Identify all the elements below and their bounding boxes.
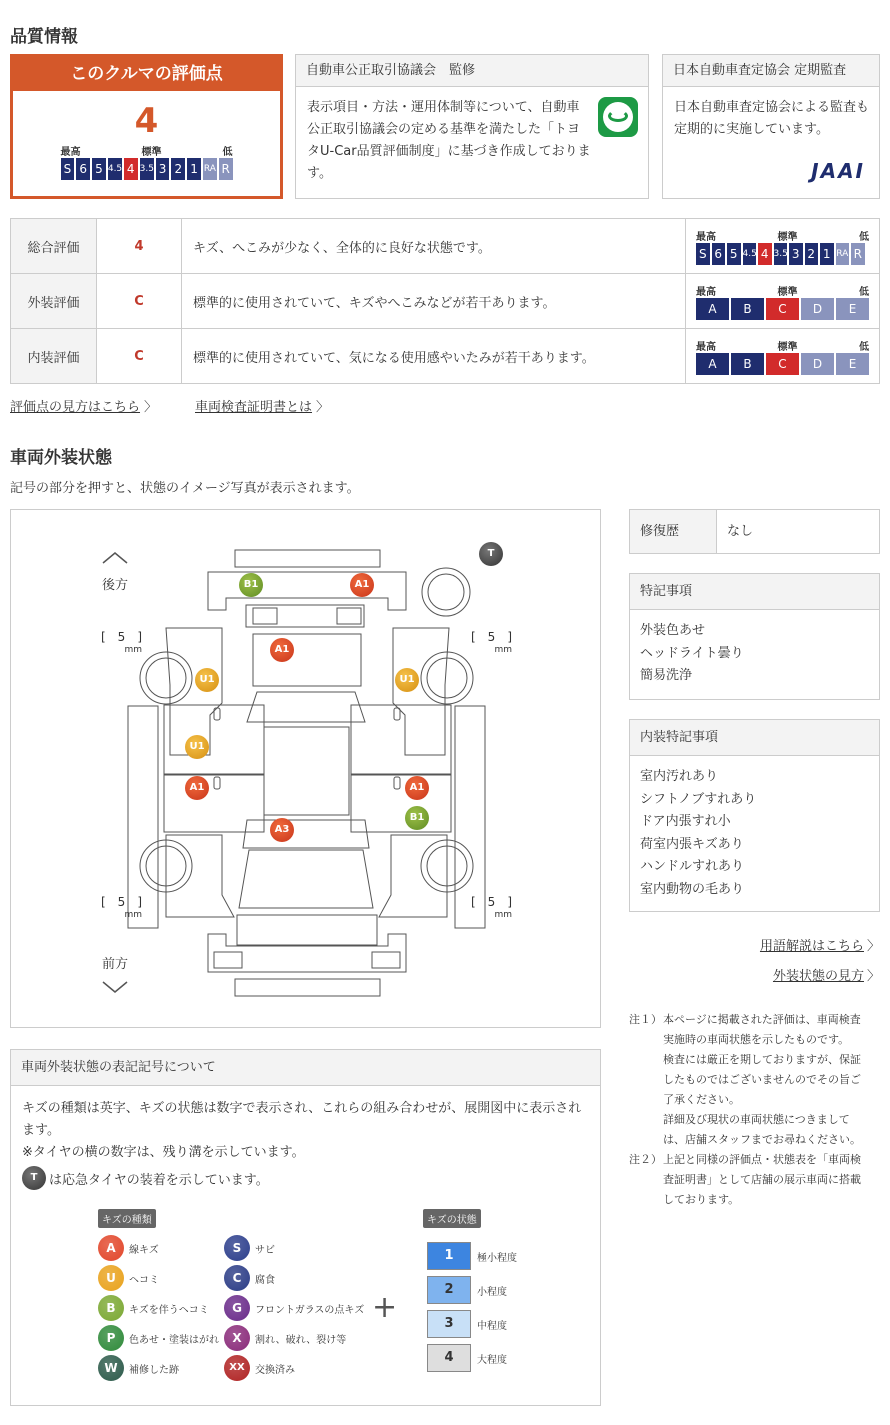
eval-label: 外装評価 (27, 295, 80, 311)
front-label: 前方 (102, 957, 129, 972)
damage-kind-item (98, 1325, 219, 1351)
jaaa-box (295, 54, 649, 199)
scale-cell: 3.5 (140, 158, 154, 180)
jaai-title: 日本自動車査定協会 定期監査 (663, 55, 879, 87)
scale-high: 最高 (696, 341, 716, 353)
note2-label: 注２） (629, 1153, 662, 1166)
scale-cell: 1 (820, 243, 834, 265)
damage-state-item (427, 1276, 507, 1304)
tread-unit: mm (124, 645, 142, 655)
eval-label: 内装評価 (27, 350, 80, 366)
damage-mark[interactable]: A1 (405, 776, 429, 800)
jaaa-text: 表示項目・方法・運用体制等について、自動車公正取引協議会の定める基準を満たした「トヨタU-Car品質評価制度」に基づき作成しております。 (307, 100, 591, 181)
chevron-right-icon: 〉 (144, 400, 158, 415)
scale-cell: A (696, 298, 729, 320)
car-diagram (11, 510, 602, 1029)
scale-cell: 3 (789, 243, 803, 265)
damage-mark[interactable]: A3 (270, 818, 294, 842)
scale-high: 最高 (60, 147, 81, 158)
damage-kind-item (224, 1325, 346, 1351)
note-item: 外装色あせ (640, 623, 706, 638)
damage-mark[interactable]: B1 (239, 573, 263, 597)
eval-desc: キズ、へこみが少なく、全体的に良好な状態です。 (193, 240, 491, 256)
damage-kind-label: 交換済み (255, 1364, 295, 1376)
damage-mark[interactable]: U1 (195, 668, 219, 692)
damage-state-icon: 1 (427, 1242, 471, 1270)
score-box (10, 54, 283, 199)
note-item: ドア内張すれ小 (640, 814, 731, 829)
scale-std: 標準 (777, 231, 798, 243)
damage-kind-label: 腐食 (255, 1274, 275, 1286)
notes (629, 1010, 880, 1210)
damage-kind-label: 割れ、破れ、裂け等 (255, 1334, 347, 1346)
jaai-logo: JAAI (811, 159, 865, 183)
fair-trade-logo-icon (598, 97, 638, 137)
scale-std: 標準 (141, 147, 162, 158)
scale-cell: A (696, 353, 729, 375)
note1-text (663, 1010, 861, 1150)
chevron-right-icon: 〉 (866, 939, 880, 954)
note-item: ヘッドライト曇り (640, 645, 744, 661)
eval-label: 総合評価 (27, 240, 80, 256)
damage-kind-item (224, 1265, 275, 1291)
scale-cell: 6 (712, 243, 726, 265)
glossary-link[interactable]: 用語解説はこちら (759, 939, 864, 954)
legend-title: 車両外装状態の表記記号について (11, 1050, 600, 1086)
note-item: 荷室内張キズあり (640, 836, 744, 852)
damage-state-label: 小程度 (477, 1286, 507, 1298)
damage-kind-label: 補修した跡 (129, 1364, 179, 1376)
scale-cell: 2 (171, 158, 185, 180)
damage-mark[interactable]: A1 (270, 638, 294, 662)
damage-kind-icon: X (224, 1325, 250, 1351)
scale-cell: 4.5 (743, 243, 757, 265)
rear-label: 後方 (102, 578, 129, 593)
note-item: シフトノブすれあり (640, 791, 757, 807)
note-item: したものではございませんのでその旨ご (663, 1073, 861, 1086)
score-title: このクルマの評価点 (13, 57, 280, 91)
damage-kind-item (224, 1355, 295, 1381)
scale-cell: R (219, 158, 233, 180)
note-item: 室内汚れあり (640, 769, 719, 784)
tread-front-right: [ 5 ] (471, 895, 512, 909)
special-notes-box (629, 573, 880, 700)
note-item: ハンドルすれあり (640, 859, 745, 874)
tread-rear-left: [ 5 ] (101, 630, 142, 644)
spare-tire-mark[interactable]: T (479, 542, 503, 566)
damage-state-item (427, 1242, 517, 1270)
damage-kind-item (98, 1295, 209, 1321)
special-title: 特記事項 (630, 574, 879, 610)
note-item: しております。 (663, 1193, 740, 1206)
damage-kind-icon: P (98, 1325, 124, 1351)
damage-kind-label: ヘコミ (129, 1274, 159, 1286)
damage-kind-label: フロントガラスの点キズ (255, 1304, 365, 1316)
exterior-guide-link[interactable]: 外装状態の見方 (772, 969, 864, 984)
plus-icon: + (372, 1290, 398, 1325)
damage-state-label: 極小程度 (477, 1252, 517, 1264)
damage-kind-item (98, 1265, 159, 1291)
scale-cell: 4.5 (108, 158, 122, 180)
scale-cell: 3.5 (774, 243, 788, 265)
repair-value: なし (727, 524, 754, 539)
scale-cell: C (766, 298, 799, 320)
scale-cell: S (696, 243, 710, 265)
chevron-right-icon: 〉 (316, 400, 330, 415)
damage-mark[interactable]: U1 (395, 668, 419, 692)
tread-unit: mm (494, 910, 512, 920)
note-item: 査証明書」として店舗の展示車両に搭載 (663, 1173, 861, 1186)
scale-cell: S (61, 158, 75, 180)
jaaa-title: 自動車公正取引協議会 監修 (296, 55, 648, 87)
damage-mark[interactable]: A1 (350, 573, 374, 597)
scale-low: 低 (222, 147, 233, 158)
damage-state-label: 大程度 (477, 1354, 507, 1366)
scale-low: 低 (859, 341, 869, 353)
damage-kind-icon: U (98, 1265, 124, 1291)
legend-box (10, 1049, 601, 1406)
score-value: 4 (134, 101, 159, 141)
scale-cell: D (801, 353, 834, 375)
eval-scale (696, 298, 869, 320)
scale-low: 低 (859, 231, 869, 243)
note-item: 詳細及び現状の車両状態につきまして (663, 1113, 850, 1126)
scale-cell: 1 (187, 158, 201, 180)
damage-mark[interactable]: B1 (405, 806, 429, 830)
damage-kind-item (224, 1235, 275, 1261)
tread-rear-right: [ 5 ] (471, 630, 512, 644)
interior-title: 内装特記事項 (630, 720, 879, 756)
repair-history-box (629, 509, 880, 554)
eval-desc: 標準的に使用されていて、キズやへこみなどが若干あります。 (193, 295, 556, 311)
state-title: キズの状態 (423, 1209, 481, 1228)
evaluation-row (11, 219, 880, 274)
damage-state-icon: 3 (427, 1310, 471, 1338)
eval-scale (696, 353, 869, 375)
note-item: 検査には厳正を期しておりますが、保証 (663, 1053, 861, 1066)
quality-heading: 品質情報 (10, 27, 78, 47)
kind-title: キズの種類 (98, 1209, 156, 1228)
damage-kind-icon: XX (224, 1355, 250, 1381)
note2-text (663, 1150, 861, 1210)
scale-cell: C (766, 353, 799, 375)
exterior-subtitle: 記号の部分を押すと、状態のイメージ写真が表示されます。 (10, 481, 360, 496)
damage-kind-item (98, 1355, 179, 1381)
scale-cell: D (801, 298, 834, 320)
damage-state-icon: 4 (427, 1344, 471, 1372)
scale-cell: E (836, 298, 869, 320)
note-item: 本ページに掲載された評価は、車両検査 (663, 1013, 861, 1026)
how-to-read-link[interactable]: 評価点の見方はこちら (10, 400, 141, 415)
damage-kind-label: 色あせ・塗装はがれ (129, 1334, 219, 1346)
scale-high: 最高 (696, 231, 716, 243)
damage-mark[interactable]: A1 (185, 776, 209, 800)
certificate-link[interactable]: 車両検査証明書とは (195, 400, 313, 415)
scale-cell: 3 (156, 158, 170, 180)
scale-cell: 4 (124, 158, 138, 180)
damage-state-label: 中程度 (477, 1320, 507, 1332)
scale-cell: RA (836, 243, 850, 265)
note-item: 上記と同様の評価点・状態表を「車両検 (663, 1153, 861, 1166)
interior-list (630, 756, 879, 911)
note-item: 実施時の車両状態を示したものです。 (663, 1033, 850, 1046)
evaluation-row (11, 329, 880, 384)
repair-label: 修復歴 (630, 510, 717, 553)
damage-state-item (427, 1344, 507, 1372)
damage-kind-label: 線キズ (129, 1244, 159, 1256)
spare-tire-icon: T (22, 1166, 46, 1190)
damage-kind-item (224, 1295, 364, 1321)
scale-cell: B (731, 298, 764, 320)
note1-label: 注１） (629, 1013, 662, 1026)
scale-cell: 4 (758, 243, 772, 265)
damage-state-item (427, 1310, 507, 1338)
tread-unit: mm (124, 910, 142, 920)
tread-front-left: [ 5 ] (101, 895, 142, 909)
damage-kind-label: サビ (255, 1244, 275, 1256)
exterior-heading: 車両外装状態 (10, 448, 112, 468)
evaluation-row (11, 274, 880, 329)
scale-cell: 5 (727, 243, 741, 265)
scale-cell: R (851, 243, 865, 265)
damage-kind-icon: A (98, 1235, 124, 1261)
scale-cell: 5 (92, 158, 106, 180)
chevron-right-icon: 〉 (866, 969, 880, 984)
damage-kind-icon: S (224, 1235, 250, 1261)
damage-kind-icon: G (224, 1295, 250, 1321)
damage-kind-item (98, 1235, 159, 1261)
eval-grade: C (134, 348, 144, 364)
note-item: 室内動物の毛あり (640, 881, 745, 897)
scale-low: 低 (859, 286, 869, 298)
damage-mark[interactable]: U1 (185, 735, 209, 759)
legend-text2: ※タイヤの横の数字は、残り溝を示しています。 (22, 1145, 305, 1160)
score-scale (61, 158, 233, 180)
eval-desc: 標準的に使用されていて、気になる使用感やいたみが若干あります。 (193, 350, 595, 366)
damage-kind-label: キズを伴うヘコミ (129, 1304, 209, 1316)
damage-state-icon: 2 (427, 1276, 471, 1304)
jaai-text: 日本自動車査定協会による監査も定期的に実施しています。 (674, 100, 870, 137)
interior-notes-box (629, 719, 880, 912)
scale-std: 標準 (777, 286, 798, 298)
note-item: は、店舗スタッフまでお尋ねください。 (663, 1133, 861, 1146)
tread-unit: mm (494, 645, 512, 655)
eval-scale (696, 243, 869, 265)
note-item: 了承ください。 (663, 1093, 740, 1106)
car-diagram-box (10, 509, 601, 1028)
scale-cell: B (731, 353, 764, 375)
damage-kind-icon: B (98, 1295, 124, 1321)
scale-cell: 6 (76, 158, 90, 180)
scale-cell: E (836, 353, 869, 375)
scale-std: 標準 (777, 341, 798, 353)
scale-cell: 2 (805, 243, 819, 265)
scale-cell: RA (203, 158, 217, 180)
legend-text3: は応急タイヤの装着を示しています。 (49, 1172, 269, 1188)
special-list (630, 610, 879, 698)
evaluation-table (10, 218, 880, 384)
legend-text1: キズの種類は英字、キズの状態は数字で表示され、これらの組み合わせが、展開図中に表示されます。 (22, 1101, 582, 1138)
eval-grade: 4 (134, 238, 144, 254)
note-item: 簡易洗浄 (640, 668, 693, 683)
damage-kind-icon: C (224, 1265, 250, 1291)
damage-kind-icon: W (98, 1355, 124, 1381)
scale-high: 最高 (696, 286, 716, 298)
jaai-box (662, 54, 880, 199)
eval-grade: C (134, 293, 144, 309)
